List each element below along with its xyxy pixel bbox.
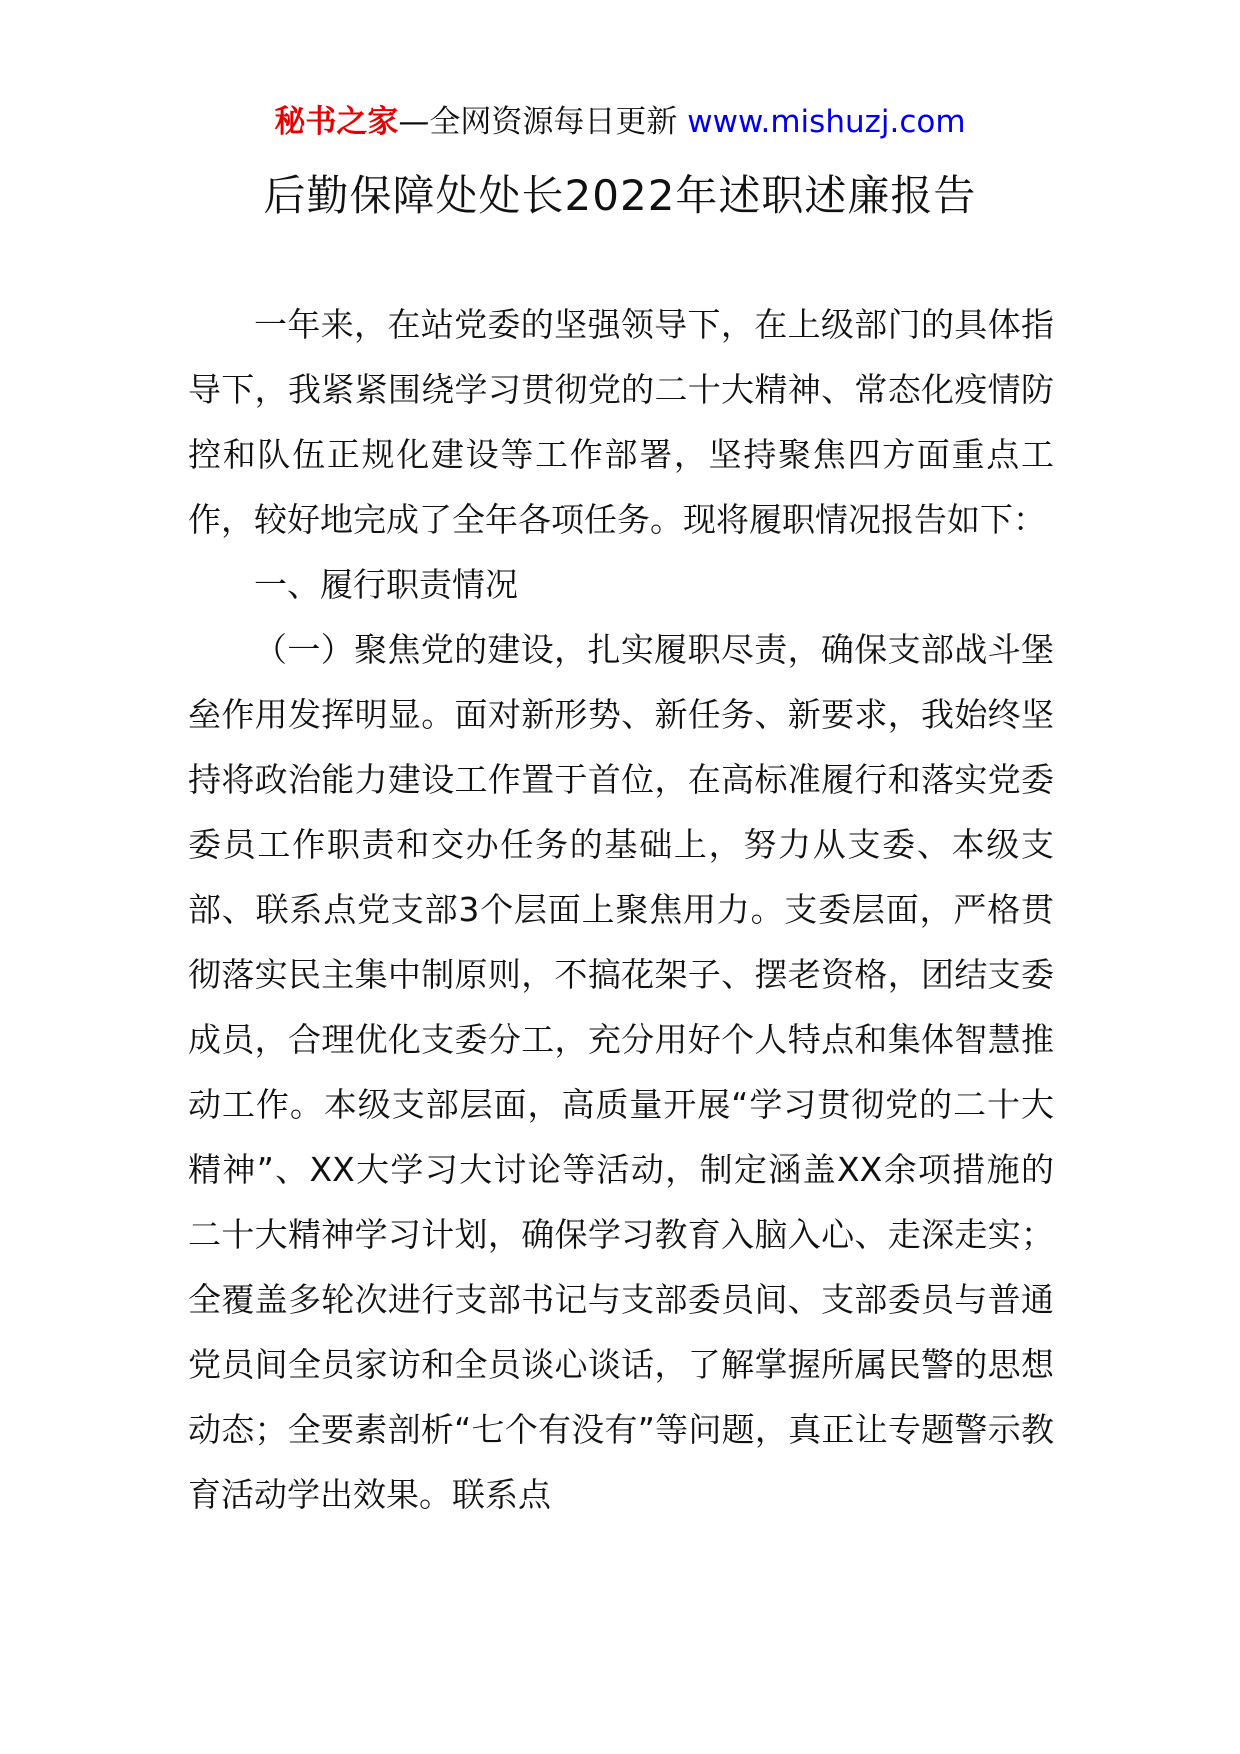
section-heading: 一、履行职责情况 bbox=[254, 565, 518, 604]
subsection-paragraph: （一）聚焦党的建设，扎实履职尽责，确保支部战斗堡垒作用发挥明显。面对新形势、新任务、新要求，我始终坚持将政治能力建设工作置于首位，在高标准履行和落实党委委员工作职责和交办任务的基础上，努力从支委、本级支部、联系点党支部3个层面上聚焦用力。支委层面，严格贯彻落实民主集中制原则，不搞花架子、摆老资格，团结支委成员，合理优化支委分工，充分用好个人特点和集体智慧推动工作。本级支部层面，高质量开展“学习贯彻党的二十大精神”、XX大学习大讨论等活动，制定涵盖XX余项措施的二十大精神学习计划，确保学习教育入脑入心、走深走实；全覆盖多轮次进行支部书记与支部委员间、支部委员与普通党员间全员家访和全员谈心谈话，了解掌握所属民警的思想动态；全要素剖析“七个有没有”等问题，真正让专题警示教育活动学出效果。联系点 bbox=[188, 630, 1054, 1514]
site-slogan: —全网资源每日更新 bbox=[398, 104, 688, 140]
intro-paragraph: 一年来，在站党委的坚强领导下，在上级部门的具体指导下，我紧紧围绕学习贯彻党的二十大精神、常态化疫情防控和队伍正规化建设等工作部署，坚持聚焦四方面重点工作，较好地完成了全年各项任务。现将履职情况报告如下： bbox=[188, 305, 1054, 539]
site-brand: 秘书之家 bbox=[274, 104, 399, 140]
document-title: 后勤保障处处长2022年述职述廉报告 bbox=[263, 171, 977, 220]
site-url-link[interactable]: www.mishuzj.com bbox=[687, 104, 966, 140]
site-header bbox=[0, 100, 1240, 144]
document-body bbox=[188, 292, 1054, 1527]
